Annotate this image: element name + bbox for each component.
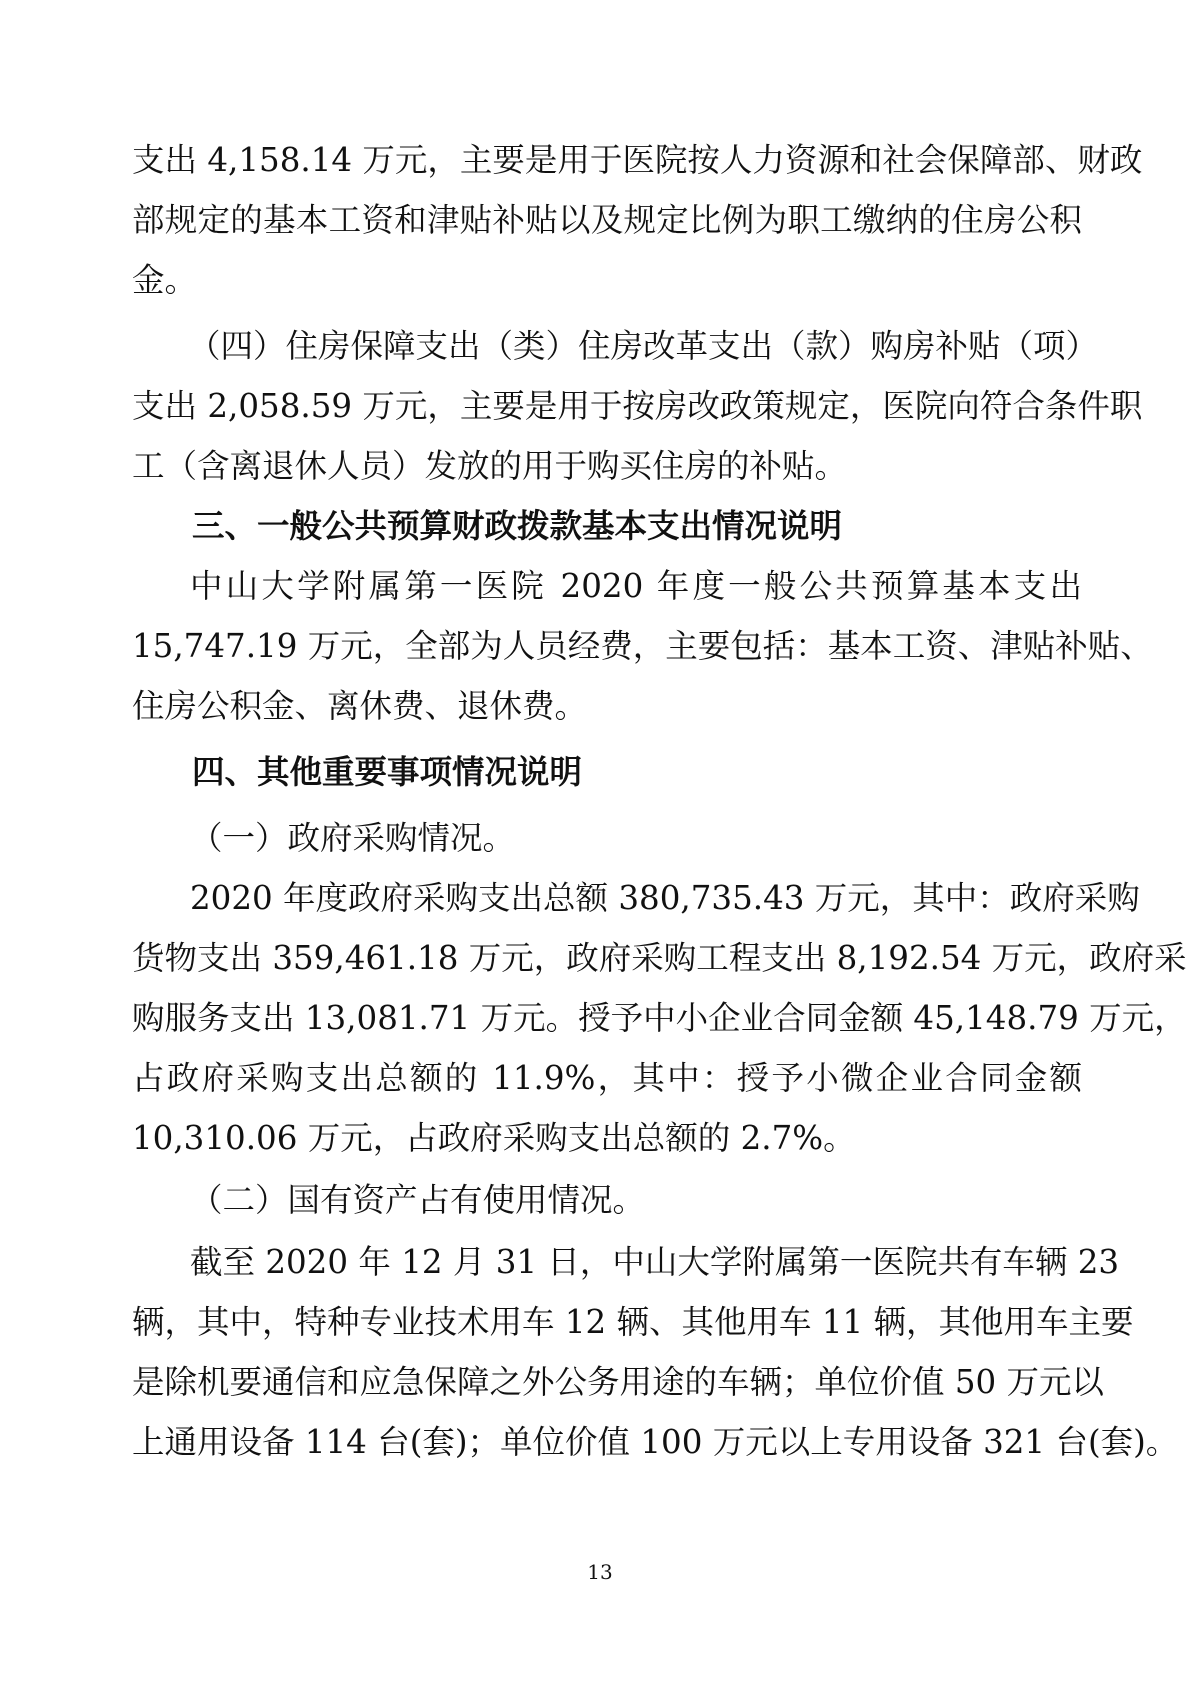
- text-line: 购服务支出 13,081.71 万元。授予中小企业合同金额 45,148.79 万元，: [132, 999, 1187, 1037]
- text-line: 金。: [132, 261, 198, 299]
- text-line: 上通用设备 114 台(套)；单位价值 100 万元以上专用设备 321 台(套)。: [132, 1423, 1179, 1461]
- text-line: 中山大学附属第一医院 2020 年度一般公共预算基本支出: [190, 567, 1082, 605]
- text-line: 15,747.19 万元，全部为人员经费，主要包括：基本工资、津贴补贴、: [132, 627, 1153, 665]
- text-line: 住房公积金、离休费、退休费。: [132, 687, 588, 725]
- text-line: 支出 2,058.59 万元，主要是用于按房改政策规定，医院向符合条件职: [132, 387, 1143, 425]
- text-line: 是除机要通信和应急保障之外公务用途的车辆；单位价值 50 万元以: [132, 1363, 1105, 1401]
- text-line: 部规定的基本工资和津贴补贴以及规定比例为职工缴纳的住房公积: [132, 201, 1082, 239]
- text-line: 工（含离退休人员）发放的用于购买住房的补贴。: [132, 447, 848, 485]
- text-line: 支出 4,158.14 万元，主要是用于医院按人力资源和社会保障部、财政: [132, 141, 1143, 179]
- page-number: 13: [587, 1560, 613, 1584]
- text-line: 货物支出 359,461.18 万元，政府采购工程支出 8,192.54 万元，政府采: [132, 939, 1187, 977]
- section-heading: 三、一般公共预算财政拨款基本支出情况说明: [192, 506, 843, 545]
- text-line: 截至 2020 年 12 月 31 日，中山大学附属第一医院共有车辆 23: [190, 1243, 1120, 1281]
- section-heading: 四、其他重要事项情况说明: [192, 752, 583, 791]
- text-line: 辆，其中，特种专业技术用车 12 辆、其他用车 11 辆，其他用车主要: [132, 1303, 1134, 1341]
- text-line: 2020 年度政府采购支出总额 380,735.43 万元，其中：政府采购: [190, 879, 1140, 917]
- text-line: （四）住房保障支出（类）住房改革支出（款）购房补贴（项）: [188, 327, 1099, 365]
- subsection-heading: （一）政府采购情况。: [190, 819, 516, 857]
- text-line: 占政府采购支出总额的 11.9%，其中：授予小微企业合同金额: [132, 1059, 1082, 1097]
- subsection-heading: （二）国有资产占有使用情况。: [190, 1181, 646, 1219]
- text-line: 10,310.06 万元，占政府采购支出总额的 2.7%。: [132, 1119, 856, 1157]
